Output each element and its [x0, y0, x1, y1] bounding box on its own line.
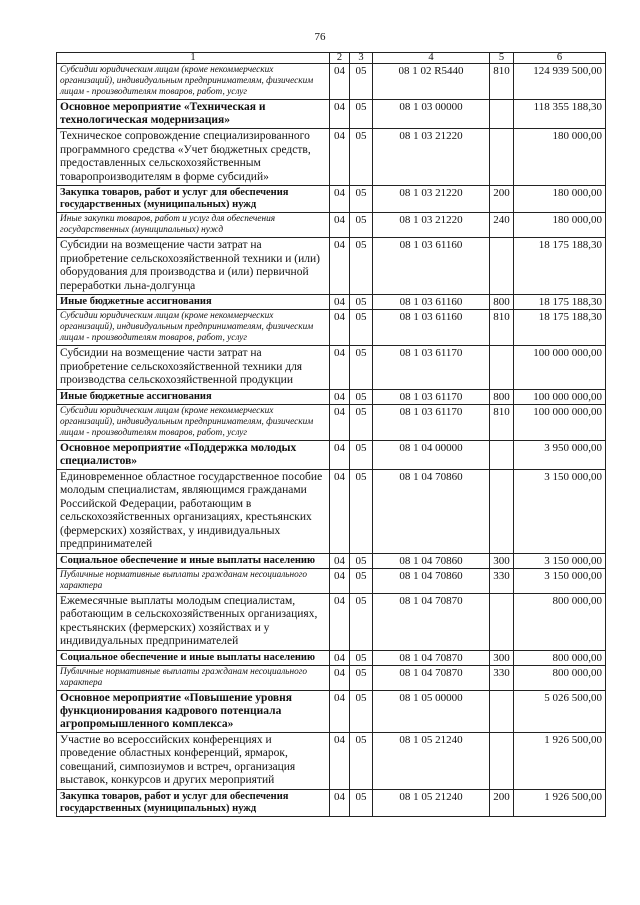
row-name: Иные бюджетные ассигнования	[57, 295, 330, 310]
expense-type-code: 200	[490, 789, 514, 816]
amount: 3 150 000,00	[514, 553, 606, 568]
amount: 180 000,00	[514, 186, 606, 213]
table-row	[57, 650, 606, 665]
row-name: Социальное обеспечение и иные выплаты населению	[57, 650, 330, 665]
row-name: Основное мероприятие «Поддержка молодых специалистов»	[57, 440, 330, 469]
row-name: Основное мероприятие «Повышение уровня функционирования кадрового потенциала агропромышленного комплекса»	[57, 690, 330, 732]
table-row	[57, 295, 606, 310]
expense-type-code	[490, 100, 514, 129]
row-name: Публичные нормативные выплаты гражданам несоциального характера	[57, 568, 330, 593]
row-name: Субсидии юридическим лицам (кроме некоммерческих организаций), индивидуальным предпринимателям, физическим лицам - производителям товаров, работ, услуг	[57, 64, 330, 100]
section-code: 04	[330, 665, 350, 690]
target-article-code: 08 1 03 21220	[373, 129, 490, 186]
expense-type-code: 300	[490, 553, 514, 568]
section-code: 04	[330, 213, 350, 238]
table-row	[57, 732, 606, 789]
subsection-code: 05	[350, 129, 373, 186]
subsection-code: 05	[350, 310, 373, 346]
expense-type-code: 330	[490, 568, 514, 593]
table-row	[57, 238, 606, 295]
expense-type-code	[490, 469, 514, 553]
table-row	[57, 568, 606, 593]
table-row	[57, 440, 606, 469]
amount: 18 175 188,30	[514, 295, 606, 310]
expense-type-code: 810	[490, 404, 514, 440]
amount: 18 175 188,30	[514, 238, 606, 295]
subsection-code: 05	[350, 213, 373, 238]
subsection-code: 05	[350, 568, 373, 593]
table-row	[57, 469, 606, 553]
expense-type-code	[490, 440, 514, 469]
target-article-code: 08 1 04 70860	[373, 469, 490, 553]
table-row	[57, 64, 606, 100]
target-article-code: 08 1 03 61160	[373, 310, 490, 346]
target-article-code: 08 1 04 70870	[373, 650, 490, 665]
table-row	[57, 310, 606, 346]
target-article-code: 08 1 03 61170	[373, 404, 490, 440]
target-article-code: 08 1 03 61170	[373, 389, 490, 404]
target-article-code: 08 1 03 61160	[373, 238, 490, 295]
table-row	[57, 789, 606, 816]
amount: 1 926 500,00	[514, 732, 606, 789]
target-article-code: 08 1 03 21220	[373, 186, 490, 213]
amount: 800 000,00	[514, 593, 606, 650]
row-name: Публичные нормативные выплаты гражданам несоциального характера	[57, 665, 330, 690]
subsection-code: 05	[350, 440, 373, 469]
subsection-code: 05	[350, 665, 373, 690]
expense-type-code: 800	[490, 389, 514, 404]
expense-type-code: 330	[490, 665, 514, 690]
target-article-code: 08 1 04 70870	[373, 665, 490, 690]
amount: 18 175 188,30	[514, 310, 606, 346]
expense-type-code: 810	[490, 310, 514, 346]
row-name: Закупка товаров, работ и услуг для обеспечения государственных (муниципальных) нужд	[57, 186, 330, 213]
table-row	[57, 346, 606, 390]
expense-type-code	[490, 593, 514, 650]
section-code: 04	[330, 789, 350, 816]
target-article-code: 08 1 03 00000	[373, 100, 490, 129]
amount: 1 926 500,00	[514, 789, 606, 816]
row-name: Ежемесячные выплаты молодым специалистам, работающим в сельскохозяйственных организациях, крестьянских (фермерских) хозяйствах и у индивидуальных предпринимателей	[57, 593, 330, 650]
target-article-code: 08 1 03 21220	[373, 213, 490, 238]
target-article-code: 08 1 04 70860	[373, 568, 490, 593]
section-code: 04	[330, 650, 350, 665]
target-article-code: 08 1 03 61160	[373, 295, 490, 310]
section-code: 04	[330, 732, 350, 789]
section-code: 04	[330, 310, 350, 346]
row-name: Социальное обеспечение и иные выплаты населению	[57, 553, 330, 568]
row-name: Техническое сопровождение специализированного программного средства «Учет бюджетных средств, предоставленных сельскохозяйственным товаропроизводителям в форме субсидий»	[57, 129, 330, 186]
column-header: 5	[490, 53, 514, 64]
amount: 180 000,00	[514, 213, 606, 238]
expense-type-code	[490, 129, 514, 186]
row-name: Иные закупки товаров, работ и услуг для обеспечения государственных (муниципальных) нужд	[57, 213, 330, 238]
row-name: Субсидии на возмещение части затрат на приобретение сельскохозяйственной техники для производства сельскохозяйственной продукции	[57, 346, 330, 390]
expense-type-code: 800	[490, 295, 514, 310]
amount: 3 950 000,00	[514, 440, 606, 469]
table-row	[57, 100, 606, 129]
expense-type-code: 240	[490, 213, 514, 238]
amount: 100 000 000,00	[514, 346, 606, 390]
target-article-code: 08 1 02 R5440	[373, 64, 490, 100]
section-code: 04	[330, 690, 350, 732]
section-code: 04	[330, 440, 350, 469]
column-header: 6	[514, 53, 606, 64]
subsection-code: 05	[350, 404, 373, 440]
subsection-code: 05	[350, 593, 373, 650]
amount: 5 026 500,00	[514, 690, 606, 732]
table-row	[57, 389, 606, 404]
subsection-code: 05	[350, 690, 373, 732]
budget-table	[56, 52, 606, 817]
amount: 800 000,00	[514, 650, 606, 665]
expense-type-code: 300	[490, 650, 514, 665]
subsection-code: 05	[350, 789, 373, 816]
row-name: Иные бюджетные ассигнования	[57, 389, 330, 404]
table-row	[57, 665, 606, 690]
expense-type-code: 810	[490, 64, 514, 100]
column-header: 2	[330, 53, 350, 64]
table-header-row	[57, 53, 606, 64]
expense-type-code: 200	[490, 186, 514, 213]
section-code: 04	[330, 568, 350, 593]
target-article-code: 08 1 04 00000	[373, 440, 490, 469]
amount: 118 355 188,30	[514, 100, 606, 129]
amount: 124 939 500,00	[514, 64, 606, 100]
target-article-code: 08 1 03 61170	[373, 346, 490, 390]
column-header: 1	[57, 53, 330, 64]
section-code: 04	[330, 64, 350, 100]
subsection-code: 05	[350, 732, 373, 789]
table-row	[57, 404, 606, 440]
amount: 100 000 000,00	[514, 389, 606, 404]
row-name: Закупка товаров, работ и услуг для обеспечения государственных (муниципальных) нужд	[57, 789, 330, 816]
subsection-code: 05	[350, 650, 373, 665]
target-article-code: 08 1 04 70870	[373, 593, 490, 650]
expense-type-code	[490, 732, 514, 789]
subsection-code: 05	[350, 186, 373, 213]
column-header: 3	[350, 53, 373, 64]
expense-type-code	[490, 346, 514, 390]
table-row	[57, 690, 606, 732]
expense-type-code	[490, 690, 514, 732]
target-article-code: 08 1 04 70860	[373, 553, 490, 568]
section-code: 04	[330, 129, 350, 186]
section-code: 04	[330, 469, 350, 553]
target-article-code: 08 1 05 21240	[373, 732, 490, 789]
row-name: Участие во всероссийских конференциях и проведение областных конференций, ярмарок, совещаний, симпозиумов и встреч, организация выставок, конкурсов и других мероприятий	[57, 732, 330, 789]
section-code: 04	[330, 553, 350, 568]
row-name: Субсидии юридическим лицам (кроме некоммерческих организаций), индивидуальным предпринимателям, физическим лицам - производителям товаров, работ, услуг	[57, 404, 330, 440]
amount: 3 150 000,00	[514, 469, 606, 553]
budget-table-body	[57, 53, 606, 817]
table-row	[57, 553, 606, 568]
section-code: 04	[330, 346, 350, 390]
row-name: Субсидии юридическим лицам (кроме некоммерческих организаций), индивидуальным предпринимателям, физическим лицам - производителям товаров, работ, услуг	[57, 310, 330, 346]
subsection-code: 05	[350, 553, 373, 568]
subsection-code: 05	[350, 238, 373, 295]
row-name: Основное мероприятие «Техническая и технологическая модернизация»	[57, 100, 330, 129]
table-row	[57, 129, 606, 186]
section-code: 04	[330, 238, 350, 295]
table-row	[57, 213, 606, 238]
subsection-code: 05	[350, 64, 373, 100]
subsection-code: 05	[350, 469, 373, 553]
amount: 100 000 000,00	[514, 404, 606, 440]
amount: 800 000,00	[514, 665, 606, 690]
row-name: Субсидии на возмещение части затрат на приобретение сельскохозяйственной техники и (или) оборудования для производства и (или) первичной переработки льна-долгунца	[57, 238, 330, 295]
section-code: 04	[330, 404, 350, 440]
expense-type-code	[490, 238, 514, 295]
section-code: 04	[330, 295, 350, 310]
target-article-code: 08 1 05 00000	[373, 690, 490, 732]
section-code: 04	[330, 389, 350, 404]
section-code: 04	[330, 593, 350, 650]
subsection-code: 05	[350, 100, 373, 129]
page-number: 76	[314, 31, 326, 43]
column-header: 4	[373, 53, 490, 64]
subsection-code: 05	[350, 389, 373, 404]
target-article-code: 08 1 05 21240	[373, 789, 490, 816]
table-row	[57, 186, 606, 213]
section-code: 04	[330, 100, 350, 129]
subsection-code: 05	[350, 346, 373, 390]
amount: 180 000,00	[514, 129, 606, 186]
table-row	[57, 593, 606, 650]
subsection-code: 05	[350, 295, 373, 310]
section-code: 04	[330, 186, 350, 213]
amount: 3 150 000,00	[514, 568, 606, 593]
row-name: Единовременное областное государственное пособие молодым специалистам, являющимся гражданами Российской Федерации, работающим в сельскохозяйственных организациях, крестьянских (фермерских) хозяйствах, у индивидуальных предпринимателей	[57, 469, 330, 553]
